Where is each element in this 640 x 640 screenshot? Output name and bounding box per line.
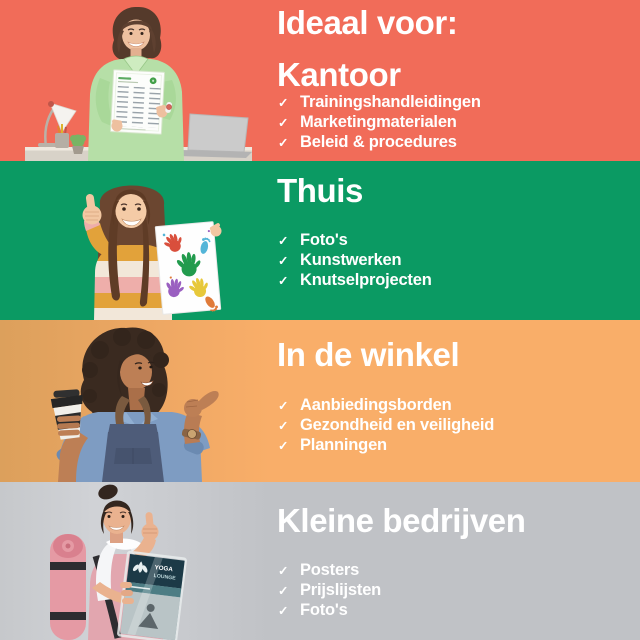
check-icon: ✓ (278, 584, 289, 598)
office-woman (88, 7, 184, 161)
check-icon: ✓ (278, 399, 289, 413)
list-item-label: Beleid & procedures (300, 133, 457, 151)
list-item-label: Trainingshandleidingen (300, 93, 481, 111)
section-heading-bedrijven: Kleine bedrijven (277, 502, 526, 539)
check-icon: ✓ (278, 564, 289, 578)
list-item-label: Gezondheid en veiligheid (300, 416, 495, 434)
list-item (278, 600, 381, 620)
list-item (278, 230, 432, 250)
section-winkel (0, 320, 640, 482)
photo-barista-woman (0, 320, 270, 482)
list-item-label: Foto's (300, 601, 348, 619)
list-item (278, 435, 494, 455)
section-bedrijven (0, 482, 640, 640)
list-item-label: Foto's (300, 231, 348, 249)
check-icon: ✓ (278, 419, 289, 433)
list-item (278, 132, 481, 152)
feature-list-kantoor (278, 92, 481, 152)
list-item-label: Planningen (300, 436, 387, 454)
section-heading-winkel: In de winkel (277, 336, 460, 373)
check-icon: ✓ (278, 136, 289, 150)
check-icon: ✓ (278, 604, 289, 618)
check-icon: ✓ (278, 96, 289, 110)
section-heading-thuis: Thuis (277, 172, 363, 209)
list-item-label: Marketingmaterialen (300, 113, 457, 131)
feature-list-winkel (278, 395, 494, 455)
poster-title-line1: YOGA (154, 564, 174, 574)
check-icon: ✓ (278, 116, 289, 130)
check-icon: ✓ (278, 439, 289, 453)
thumbs-up-hand (83, 193, 102, 224)
list-item (278, 250, 432, 270)
handprint-artwork-sheet (155, 222, 221, 318)
list-item-label: Kunstwerken (300, 251, 402, 269)
list-item-label: Prijslijsten (300, 581, 382, 599)
pencil-cup (55, 124, 69, 148)
poster-title-line2: LOUNGE (153, 573, 176, 582)
photo-office-woman (0, 0, 270, 161)
photo-yoga-woman (0, 482, 270, 640)
check-icon: ✓ (278, 254, 289, 268)
check-icon: ✓ (278, 274, 289, 288)
list-item (278, 415, 494, 435)
list-item (278, 395, 494, 415)
section-heading-kantoor: Kantoor (277, 56, 401, 93)
feature-list-bedrijven (278, 560, 381, 620)
page-title: Ideaal voor: (277, 4, 458, 41)
list-item (278, 92, 481, 112)
list-item (278, 560, 381, 580)
section-kantoor (0, 0, 640, 161)
list-item (278, 580, 381, 600)
list-item-label: Posters (300, 561, 360, 579)
list-item (278, 112, 481, 132)
section-thuis (0, 161, 640, 320)
photo-girl-artwork (0, 161, 270, 320)
laptop (178, 114, 252, 158)
list-item-label: Aanbiedingsborden (300, 396, 452, 414)
feature-list-thuis (278, 230, 432, 290)
list-item (278, 270, 432, 290)
list-item-label: Knutselprojecten (300, 271, 432, 289)
check-icon: ✓ (278, 234, 289, 248)
yoga-mat (50, 534, 86, 640)
